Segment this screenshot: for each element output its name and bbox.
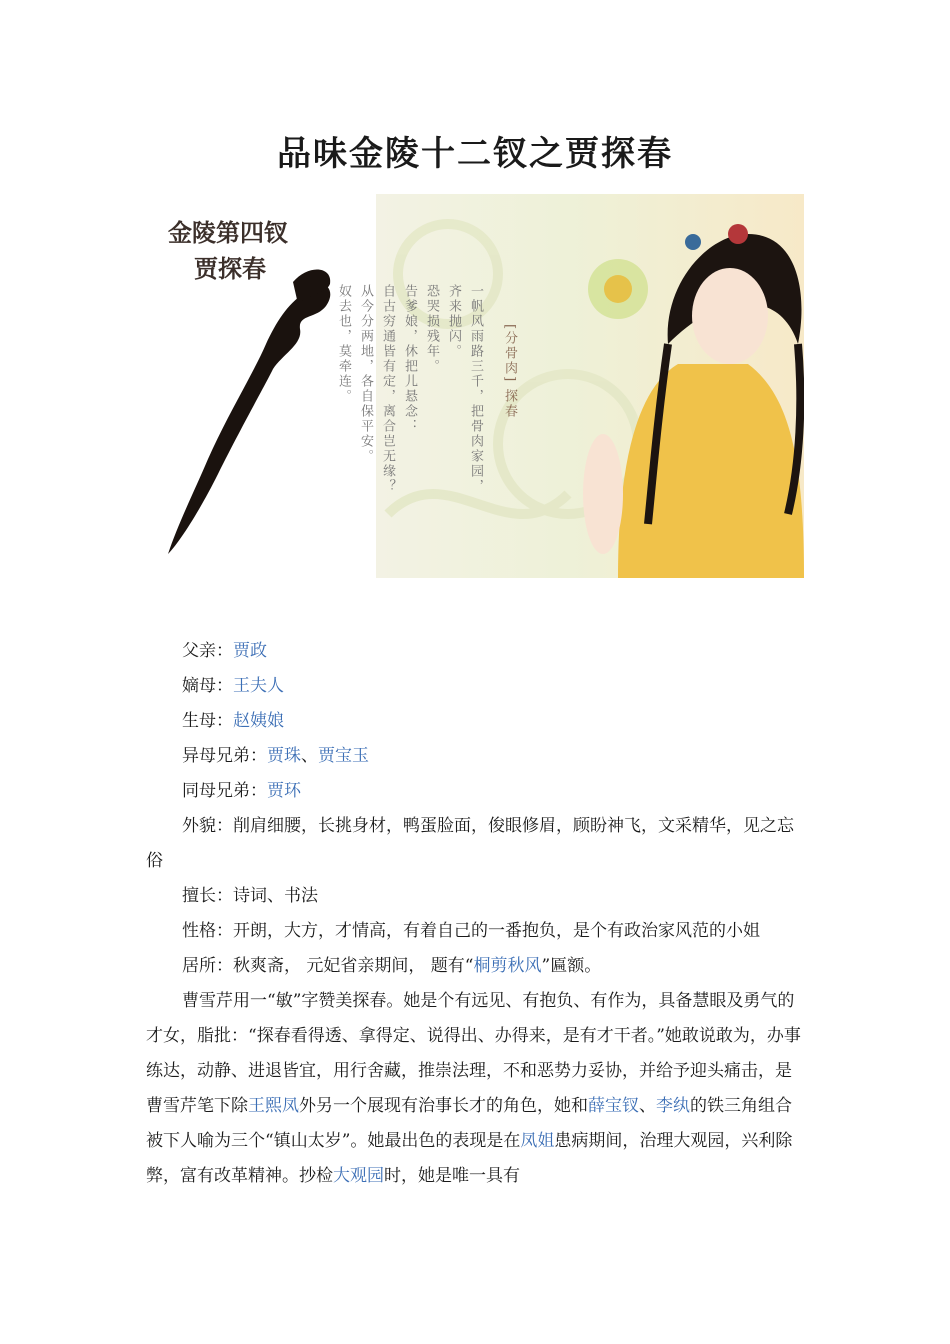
link-half-brother-1[interactable]: 贾珠	[267, 746, 301, 766]
info-residence: 居所：秋爽斋， 元妃省亲期间， 题有“桐剪秋风”匾额。	[182, 956, 602, 976]
link-mother[interactable]: 王夫人	[233, 676, 284, 696]
link-residence-plaque[interactable]: 桐剪秋风	[473, 956, 542, 976]
poem-column: 奴去也，莫牵连。	[336, 284, 351, 404]
page-title: 品味金陵十二钗之贾探春	[277, 134, 673, 174]
info-birth-mother: 生母：赵姨娘	[182, 711, 284, 731]
link-wang-xifeng[interactable]: 王熙凤	[248, 1096, 299, 1116]
link-feng-jie[interactable]: 凤姐	[520, 1131, 555, 1151]
link-father[interactable]: 贾政	[233, 641, 267, 661]
flower-ornament	[588, 259, 648, 319]
poem-column: 从今分两地，各自保平安。	[358, 284, 373, 464]
link-li-wan[interactable]: 李纨	[656, 1096, 690, 1116]
link-xue-baochai[interactable]: 薛宝钗	[588, 1096, 639, 1116]
profile-text	[146, 634, 808, 1194]
hero-caption-line1: 金陵第四钗	[168, 218, 288, 247]
link-daguanyuan[interactable]: 大观园	[333, 1166, 384, 1186]
body-paragraph: 曹雪芹用一“敏”字赞美探春。她是个有远见、有抱负、有作为，具备慧眼及勇气的才女，脂批：“探春看得透、拿得定、说得出、办得来，是有才干者。”她敢说敢为，办事练达，动静、进退皆宜，用行舍藏，推崇法理，不和恶势力妥协，并给予迎头痛击，是曹雪芹笔下除王熙凤外另一个展现有治事长才的角色，她和薛宝钗、李纨的铁三角组合被下人喻为三个“镇山太岁”。她最出色的表现是在凤姐患病期间，治理大观园，兴利除弊，富有改革精神。抄检大观园时，她是唯一具有	[146, 991, 801, 1186]
info-personality: 性格：开朗，大方，才情高，有着自己的一番抱负，是个有政治家风范的小姐	[182, 921, 760, 941]
info-father: 父亲：贾政	[182, 641, 267, 661]
poem-column: 恐哭损残年。	[424, 284, 439, 374]
hero-caption-line2: 贾探春	[194, 254, 266, 283]
poem-column: 一帆风雨路三千，把骨肉家园，	[468, 284, 483, 494]
info-skills: 擅长：诗词、书法	[182, 886, 318, 906]
link-birth-mother[interactable]: 赵姨娘	[233, 711, 284, 731]
poem-column: 齐来抛闪。	[446, 284, 461, 359]
poem-column: 告爹娘，休把儿悬念：	[402, 284, 417, 434]
info-half-brothers: 异母兄弟：贾珠、贾宝玉	[182, 746, 369, 766]
info-appearance: 外貌：削肩细腰，长挑身材，鸭蛋脸面，俊眼修眉，顾盼神飞，文采精华，见之忘俗	[146, 816, 794, 871]
link-half-brother-2[interactable]: 贾宝玉	[318, 746, 369, 766]
info-mother: 嫡母：王夫人	[182, 676, 284, 696]
poem-title: [分骨肉] 探春	[502, 324, 517, 420]
poem-column: 自古穷通皆有定，离合岂无缘？	[380, 284, 395, 494]
info-full-brother: 同母兄弟：贾环	[182, 781, 301, 801]
link-full-brother[interactable]: 贾环	[267, 781, 301, 801]
hero-illustration	[148, 194, 804, 578]
hairpin-icon	[168, 269, 330, 554]
